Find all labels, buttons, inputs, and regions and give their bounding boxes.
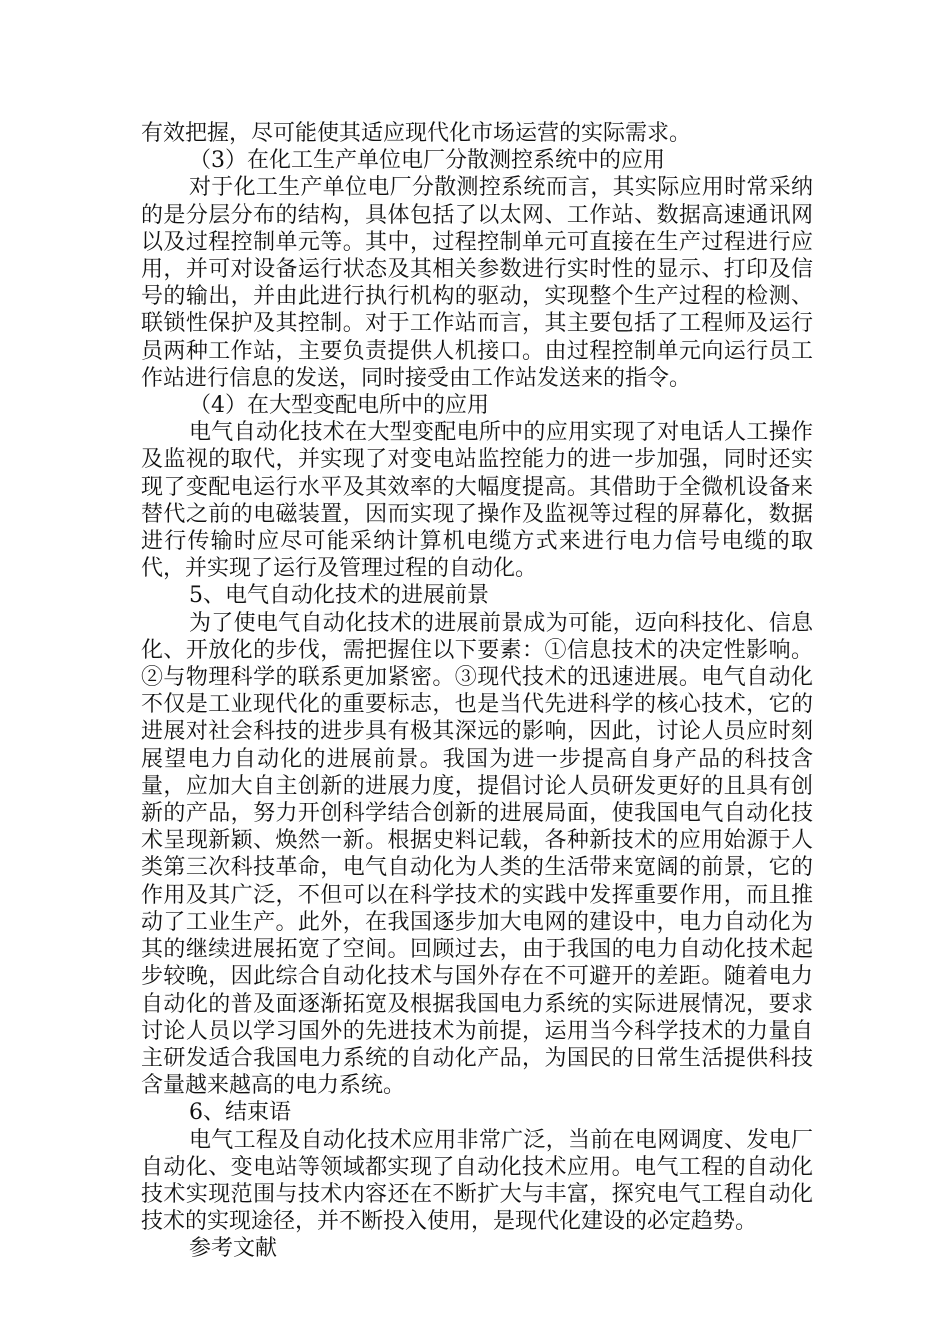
- references-heading: 参考文献: [189, 1236, 278, 1262]
- document-body: [141, 120, 813, 1263]
- paragraph-continuation: 有效把握，尽可能使其适应现代化市场运营的实际需求。: [141, 121, 692, 146]
- paragraph-conclusion: 电气工程及自动化技术应用非常广泛，当前在电网调度、发电厂自动化、变电站等领域都实现了自动化技术应用。电气工程的自动化技术实现范围与技术内容还在不断扩大与丰富，探究电气工程自动化技术的实现途径，并不断投入使用，是现代化建设的必定趋势。: [141, 1127, 813, 1235]
- section-heading-3: （3）在化工生产单位电厂分散测控系统中的应用: [189, 148, 665, 174]
- paragraph-chemical-plant: 对于化工生产单位电厂分散测控系统而言，其实际应用时常采纳的是分层分布的结构，具体包括了以太网、工作站、数据高速通讯网以及过程控制单元等。其中，过程控制单元可直接在生产过程进行应用，并可对设备运行状态及其相关参数进行实时性的显示、打印及信号的输出，并由此进行执行机构的驱动，实现整个生产过程的检测、联锁性保护及其控制。对于工作站而言，其主要包括了工程师及运行员两种工作站，主要负责提供人机接口。由过程控制单元向运行员工作站进行信息的发送，同时接受由工作站发送来的指令。: [141, 175, 813, 391]
- section-heading-6: 6、结束语: [189, 1100, 291, 1126]
- paragraph-substation: 电气自动化技术在大型变配电所中的应用实现了对电话人工操作及监视的取代，并实现了对变电站监控能力的进一步加强，同时还实现了变配电运行水平及其效率的大幅度提高。其借助于全微机设备来替代之前的电磁装置，因而实现了操作及监视等过程的屏幕化，数据进行传输时应尽可能采纳计算机电缆方式来进行电力信号电缆的取代，并实现了运行及管理过程的自动化。: [141, 420, 813, 582]
- section-heading-4: （4）在大型变配电所中的应用: [189, 393, 489, 419]
- section-heading-5: 5、电气自动化技术的进展前景: [189, 583, 489, 609]
- paragraph-prospects: 为了使电气自动化技术的进展前景成为可能，迈向科技化、信息化、开放化的步伐，需把握住以下要素：①信息技术的决定性影响。②与物理科学的联系更加紧密。③现代技术的迅速进展。电气自动化不仅是工业现代化的重要标志，也是当代先进科学的核心技术，它的进展对社会科技的进步具有极其深远的影响，因此，讨论人员应时刻展望电力自动化的进展前景。我国为进一步提高自身产品的科技含量，应加大自主创新的进展力度，提倡讨论人员研发更好的且具有创新的产品，努力开创科学结合创新的进展局面，使我国电气自动化技术呈现新颖、焕然一新。根据史料记载，各种新技术的应用始源于人类第三次科技革命，电气自动化为人类的生活带来宽阔的前景，它的作用及其广泛，不但可以在科学技术的实践中发挥重要作用，而且推动了工业生产。此外，在我国逐步加大电网的建设中，电力自动化为其的继续进展拓宽了空间。回顾过去，由于我国的电力自动化技术起步较晚，因此综合自动化技术与国外存在不可避开的差距。随着电力自动化的普及面逐渐拓宽及根据我国电力系统的实际进展情况，要求讨论人员以学习国外的先进技术为前提，运用当今科学技术的力量自主研发适合我国电力系统的自动化产品，为国民的日常生活提供科技含量越来越高的电力系统。: [141, 610, 813, 1099]
